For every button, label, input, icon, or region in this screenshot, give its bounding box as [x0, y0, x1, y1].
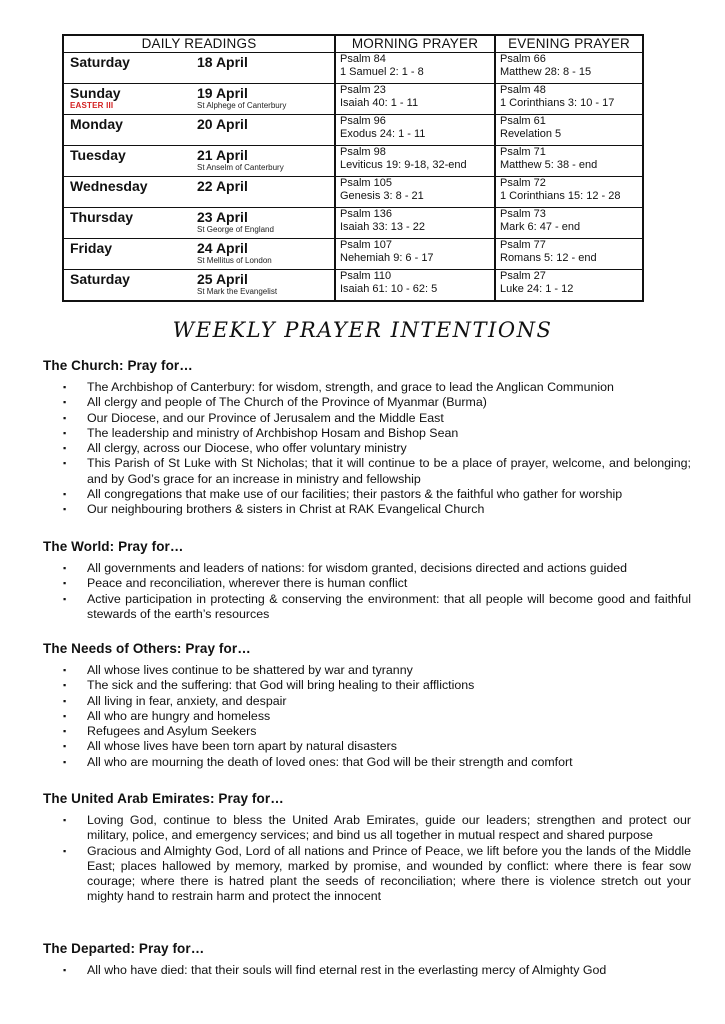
item-text: All congregations that make use of our facilities; their pastors & the faithful who gather for worship [87, 487, 623, 502]
section-world [43, 539, 691, 622]
evening-lesson: Romans 5: 12 - end [500, 252, 597, 264]
day-name: Tuesday [70, 147, 126, 163]
bullet-icon: ▪ [63, 665, 67, 675]
table-row [63, 208, 643, 239]
item-text: The sick and the suffering: that God will bring healing to their afflictions [87, 678, 475, 693]
list-item [43, 380, 691, 395]
item-text: Loving God, continue to bless the United Arab Emirates, guide our leaders; strengthen and protect our military, police, and emergency services; and bind us all together in mutual respect and shared purpose [87, 813, 691, 843]
section-church [43, 358, 691, 518]
list-item [43, 592, 691, 623]
list-item [43, 709, 691, 724]
item-text: This Parish of St Luke with St Nicholas; that it will continue to be a place of prayer, welcome, and belonging; and by God’s grace for an increase in ministry and fellowship [87, 456, 691, 486]
section-heading: The Departed: Pray for… [43, 941, 205, 956]
saint-day: St Anselm of Canterbury [197, 163, 284, 172]
saint-day: St Mark the Evangelist [197, 287, 278, 296]
item-text: All who are mourning the death of loved ones: that God will be their strength and comfort [87, 754, 573, 769]
bullet-icon: ▪ [63, 845, 67, 856]
bullet-icon: ▪ [63, 489, 67, 500]
evening-psalm: Psalm 77 [500, 239, 546, 251]
date: 18 April [197, 54, 248, 70]
list-item [43, 411, 691, 426]
bullet-icon: ▪ [63, 458, 67, 469]
item-text: The Archbishop of Canterbury: for wisdom, strength, and grace to lead the Anglican Communion [87, 380, 614, 394]
header-daily-readings: DAILY READINGS [63, 35, 335, 53]
list-item [43, 694, 691, 709]
day-name: Thursday [70, 209, 134, 225]
item-text: All who are hungry and homeless [87, 708, 271, 723]
item-text: All clergy, across our Diocese, who offer voluntary ministry [87, 441, 407, 456]
bullet-icon: ▪ [63, 504, 67, 515]
day-name: Friday [70, 240, 113, 256]
bullet-icon: ▪ [63, 695, 67, 706]
bullet-icon: ▪ [63, 710, 67, 721]
list-item [43, 395, 691, 410]
intention-list [43, 813, 691, 905]
evening-psalm: Psalm 48 [500, 84, 546, 96]
bullet-icon: ▪ [63, 815, 67, 825]
item-text: All clergy and people of The Church of the Province of Myanmar (Burma) [87, 395, 487, 410]
morning-lesson: Isaiah 33: 13 - 22 [340, 221, 426, 233]
evening-psalm: Psalm 71 [500, 146, 546, 158]
list-item [43, 663, 691, 678]
morning-psalm: Psalm 110 [340, 270, 392, 282]
intention-list [43, 561, 691, 622]
item-text: Gracious and Almighty God, Lord of all nations and Prince of Peace, we lift before you the lands of the Middle East; places hallowed by memory, marked by promise, and wounded by conflict: where there is fear sow courage; where there is hatred plant the seeds of reconciliation; where there is violence stretch out your mighty hand to restrain harm and protect the innocent [87, 843, 691, 904]
date: 19 April [197, 85, 248, 101]
list-item [43, 441, 691, 456]
morning-lesson: Genesis 3: 8 - 21 [340, 190, 424, 202]
liturgical-note: EASTER III [70, 101, 114, 110]
evening-lesson: 1 Corinthians 3: 10 - 17 [500, 97, 615, 109]
bullet-icon: ▪ [63, 578, 67, 589]
date: 21 April [197, 147, 248, 163]
bullet-icon: ▪ [63, 965, 67, 975]
evening-psalm: Psalm 72 [500, 177, 546, 189]
day-name: Wednesday [70, 178, 148, 194]
date: 25 April [197, 271, 248, 287]
morning-lesson: Isaiah 40: 1 - 11 [340, 97, 419, 109]
intention-list [43, 380, 691, 518]
morning-psalm: Psalm 23 [340, 84, 386, 96]
table-row [63, 84, 643, 115]
evening-lesson: 1 Corinthians 15: 12 - 28 [500, 190, 621, 202]
section-uae [43, 791, 691, 905]
day-name: Monday [70, 116, 123, 132]
saint-day: St George of England [197, 225, 274, 234]
morning-lesson: Exodus 24: 1 - 11 [340, 128, 426, 140]
list-item [43, 487, 691, 502]
header-morning-prayer: MORNING PRAYER [335, 35, 495, 53]
item-text: All governments and leaders of nations: for wisdom granted, decisions directed and actions guided [87, 561, 627, 575]
section-heading: The Church: Pray for… [43, 358, 193, 373]
morning-psalm: Psalm 96 [340, 115, 386, 127]
bullet-icon: ▪ [63, 756, 67, 767]
daily-readings-table [62, 34, 644, 302]
list-item [43, 755, 691, 770]
day-name: Saturday [70, 271, 130, 287]
date: 20 April [197, 116, 248, 132]
day-name: Saturday [70, 54, 130, 70]
date: 24 April [197, 240, 248, 256]
intention-list [43, 963, 691, 978]
morning-psalm: Psalm 98 [340, 146, 386, 158]
section-heading: The Needs of Others: Pray for… [43, 641, 251, 656]
item-text: All whose lives continue to be shattered by war and tyranny [87, 663, 413, 677]
morning-psalm: Psalm 84 [340, 53, 386, 65]
morning-lesson: Leviticus 19: 9-18, 32-end [340, 159, 467, 171]
bullet-icon: ▪ [63, 726, 67, 737]
bullet-icon: ▪ [63, 680, 67, 691]
bullet-icon: ▪ [63, 427, 67, 438]
list-item [43, 678, 691, 693]
list-item [43, 724, 691, 739]
table-row [63, 177, 643, 208]
morning-lesson: Isaiah 61: 10 - 62: 5 [340, 283, 438, 295]
evening-psalm: Psalm 27 [500, 270, 546, 282]
date: 22 April [197, 178, 248, 194]
table-row [63, 239, 643, 270]
evening-psalm: Psalm 66 [500, 53, 546, 65]
section-needs-of-others [43, 641, 691, 770]
bullet-icon: ▪ [63, 563, 67, 573]
table-row [63, 53, 643, 84]
item-text: Our Diocese, and our Province of Jerusalem and the Middle East [87, 410, 444, 425]
list-item [43, 502, 691, 517]
list-item [43, 844, 691, 905]
morning-lesson: Nehemiah 9: 6 - 17 [340, 252, 434, 264]
morning-psalm: Psalm 105 [340, 177, 392, 189]
evening-lesson: Matthew 5: 38 - end [500, 159, 598, 171]
list-item [43, 813, 691, 844]
list-item [43, 963, 691, 978]
bullet-icon: ▪ [63, 412, 67, 423]
list-item [43, 561, 691, 576]
evening-lesson: Revelation 5 [500, 128, 562, 140]
table-row [63, 270, 643, 302]
evening-psalm: Psalm 73 [500, 208, 546, 220]
item-text: All living in fear, anxiety, and despair [87, 693, 287, 708]
bullet-icon: ▪ [63, 741, 67, 752]
list-item [43, 739, 691, 754]
item-text: Peace and reconciliation, wherever there is human conflict [87, 576, 408, 591]
list-item [43, 576, 691, 591]
bullet-icon: ▪ [63, 397, 67, 408]
section-heading: The United Arab Emirates: Pray for… [43, 791, 284, 806]
morning-psalm: Psalm 136 [340, 208, 392, 220]
bullet-icon: ▪ [63, 382, 67, 392]
bullet-icon: ▪ [63, 443, 67, 454]
bullet-icon: ▪ [63, 593, 67, 604]
saint-day: St Alphege of Canterbury [197, 101, 287, 110]
saint-day: St Mellitus of London [197, 256, 272, 265]
table-row [63, 115, 643, 146]
item-text: Active participation in protecting & conserving the environment: that all people will become good and faithful stewards of the earth’s resources [87, 591, 691, 621]
morning-lesson: 1 Samuel 2: 1 - 8 [340, 66, 424, 78]
intention-list [43, 663, 691, 770]
list-item [43, 426, 691, 441]
morning-psalm: Psalm 107 [340, 239, 392, 251]
table-row [63, 146, 643, 177]
section-heading: The World: Pray for… [43, 539, 184, 554]
item-text: Refugees and Asylum Seekers [87, 724, 257, 739]
header-evening-prayer: EVENING PRAYER [495, 35, 643, 53]
date: 23 April [197, 209, 248, 225]
intentions-title: WEEKLY PRAYER INTENTIONS [172, 318, 553, 342]
evening-lesson: Matthew 28: 8 - 15 [500, 66, 592, 78]
item-text: The leadership and ministry of Archbishop Hosam and Bishop Sean [87, 425, 459, 440]
item-text: All who have died: that their souls will find eternal rest in the everlasting mercy of Almighty God [87, 963, 607, 977]
day-name: Sunday [70, 85, 121, 101]
item-text: Our neighbouring brothers & sisters in Christ at RAK Evangelical Church [87, 502, 485, 517]
evening-lesson: Mark 6: 47 - end [500, 221, 581, 233]
list-item [43, 456, 691, 487]
evening-lesson: Luke 24: 1 - 12 [500, 283, 574, 295]
item-text: All whose lives have been torn apart by natural disasters [87, 739, 397, 754]
section-departed [43, 941, 691, 978]
evening-psalm: Psalm 61 [500, 115, 546, 127]
